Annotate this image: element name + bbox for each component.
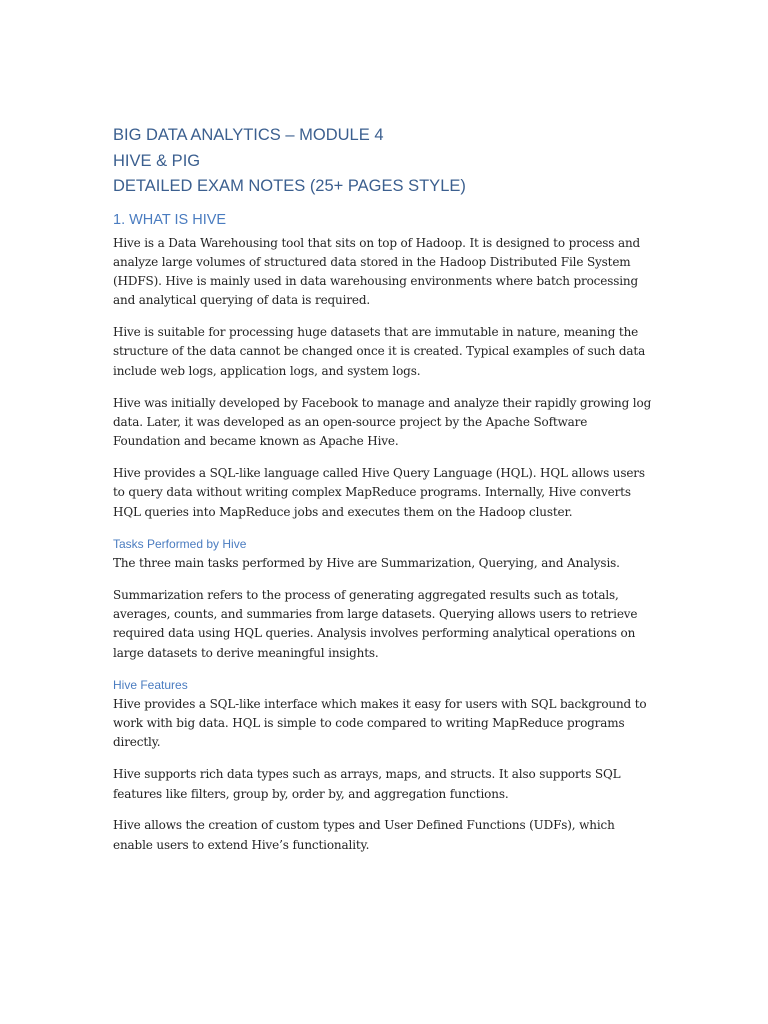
title-line-1: BIG DATA ANALYTICS – MODULE 4 [113,126,384,144]
sub-heading-features: Hive Features [113,677,188,692]
paragraph: Hive provides a SQL-like language called Hive Query Language (HQL). HQL allows users to query data without writing complex MapReduce programs. Internally, Hive converts HQL queries into MapReduce jobs and executes them on the Hadoop cluster. [113,465,645,519]
document-content [113,123,658,867]
paragraph: Hive is suitable for processing huge datasets that are immutable in nature, meaning the structure of the data cannot be changed once it is created. Typical examples of such data include web logs, application logs, and system logs. [113,325,646,378]
document-title [113,123,658,200]
sub-heading-tasks: Tasks Performed by Hive [113,536,247,551]
title-line-2: HIVE & PIG [113,151,201,170]
section-heading-what-is-hive: 1. WHAT IS HIVE [113,211,227,228]
title-line-3: DETAILED EXAM NOTES (25+ PAGES STYLE) [113,177,466,195]
paragraph: Hive is a Data Warehousing tool that sits on top of Hadoop. It is designed to process and analyze large volumes of structured data stored in the Hadoop Distributed File System (HDFS). Hive is mainly used in data warehousing environments where batch processing and analytical querying of data is required. [113,235,641,308]
paragraph: Summarization refers to the process of generating aggregated results such as totals, averages, counts, and summaries from large datasets. Querying allows users to retrieve required data using HQL queries. Analysis involves performing analytical operations on large datasets to derive meaningful insights. [113,587,638,660]
paragraph: Hive was initially developed by Facebook to manage and analyze their rapidly growing log data. Later, it was developed as an open-source project by the Apache Software Foundation and became known as Apache Hive. [113,395,652,449]
paragraph: Hive allows the creation of custom types and User Defined Functions (UDFs), which enable users to extend Hive’s functionality. [113,818,615,852]
paragraph: Hive supports rich data types such as arrays, maps, and structs. It also supports SQL features like filters, group by, order by, and aggregation functions. [113,767,621,801]
paragraph: The three main tasks performed by Hive are Summarization, Querying, and Analysis. [113,555,620,570]
paragraph: Hive provides a SQL-like interface which makes it easy for users with SQL background to work with big data. HQL is simple to code compared to writing MapReduce programs directly. [113,696,647,750]
